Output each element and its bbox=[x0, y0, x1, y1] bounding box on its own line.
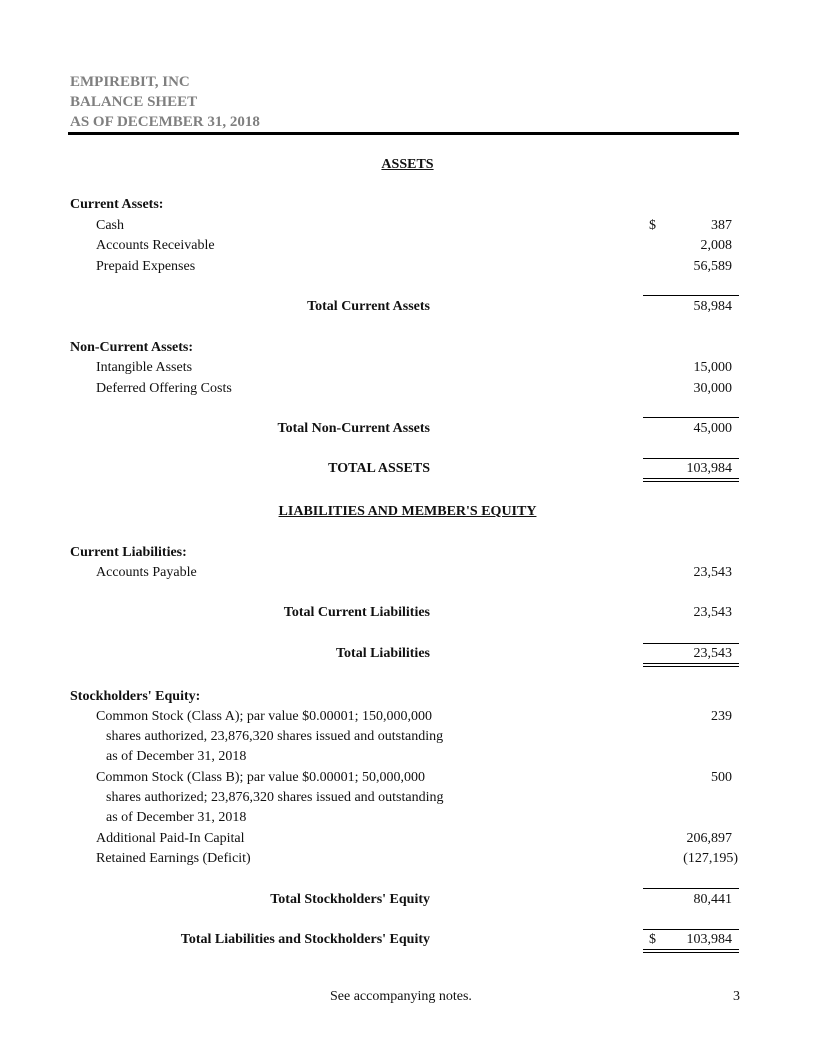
subtotal-rule bbox=[643, 888, 739, 889]
total-current-assets-value: 58,984 bbox=[693, 299, 732, 314]
total-liabilities-value: 23,543 bbox=[693, 646, 732, 661]
class-a-line-3: as of December 31, 2018 bbox=[106, 749, 247, 764]
liabilities-heading: LIABILITIES AND MEMBER'S EQUITY bbox=[278, 504, 537, 519]
total-assets-value: 103,984 bbox=[686, 461, 732, 476]
assets-heading: ASSETS bbox=[381, 157, 434, 172]
current-liabilities-label: Current Liabilities: bbox=[70, 545, 187, 560]
ap-value: 23,543 bbox=[693, 565, 732, 580]
class-b-line-2: shares authorized; 23,876,320 shares issued and outstanding bbox=[106, 790, 444, 805]
total-current-liabilities-value: 23,543 bbox=[693, 605, 732, 620]
company-name: EMPIREBIT, INC bbox=[70, 74, 190, 90]
double-underline bbox=[643, 949, 739, 953]
class-b-line-3: as of December 31, 2018 bbox=[106, 810, 247, 825]
subtotal-rule bbox=[643, 929, 739, 930]
total-noncurrent-assets-value: 45,000 bbox=[693, 421, 732, 436]
intangible-value: 15,000 bbox=[693, 360, 732, 375]
prepaid-value: 56,589 bbox=[693, 259, 732, 274]
footer-note: See accompanying notes. bbox=[330, 989, 472, 1004]
deferred-label: Deferred Offering Costs bbox=[96, 381, 232, 396]
total-equity-value: 80,441 bbox=[693, 892, 732, 907]
subtotal-rule bbox=[643, 458, 739, 459]
total-assets-label: TOTAL ASSETS bbox=[328, 461, 430, 476]
current-assets-label: Current Assets: bbox=[70, 197, 164, 212]
cash-value: 387 bbox=[711, 218, 732, 233]
document-date: AS OF DECEMBER 31, 2018 bbox=[70, 114, 260, 130]
double-underline bbox=[643, 478, 739, 482]
equity-label: Stockholders' Equity: bbox=[70, 689, 201, 704]
grand-total-label: Total Liabilities and Stockholders' Equity bbox=[180, 932, 430, 947]
document-title: BALANCE SHEET bbox=[70, 94, 198, 110]
noncurrent-assets-label: Non-Current Assets: bbox=[70, 340, 194, 355]
total-liabilities-label: Total Liabilities bbox=[335, 646, 430, 661]
prepaid-label: Prepaid Expenses bbox=[96, 259, 196, 274]
apic-label: Additional Paid-In Capital bbox=[96, 831, 245, 846]
ar-label: Accounts Receivable bbox=[96, 238, 215, 253]
subtotal-rule bbox=[643, 417, 739, 418]
total-noncurrent-assets-label: Total Non-Current Assets bbox=[277, 421, 430, 436]
total-equity-label: Total Stockholders' Equity bbox=[270, 892, 430, 907]
total-current-assets-label: Total Current Assets bbox=[307, 299, 430, 314]
intangible-label: Intangible Assets bbox=[96, 360, 193, 375]
currency-symbol: $ bbox=[649, 218, 656, 233]
class-b-value: 500 bbox=[711, 770, 732, 785]
grand-total-value: 103,984 bbox=[686, 932, 732, 947]
class-a-line-1: Common Stock (Class A); par value $0.00001; 150,000,000 bbox=[96, 709, 432, 724]
currency-symbol: $ bbox=[649, 932, 656, 947]
class-b-line-1: Common Stock (Class B); par value $0.00001; 50,000,000 bbox=[96, 770, 425, 785]
retained-label: Retained Earnings (Deficit) bbox=[96, 851, 251, 866]
cash-label: Cash bbox=[96, 218, 124, 233]
page-number: 3 bbox=[733, 989, 740, 1004]
header-rule bbox=[68, 132, 739, 135]
subtotal-rule bbox=[643, 643, 739, 644]
double-underline bbox=[643, 663, 739, 667]
subtotal-rule bbox=[643, 295, 739, 296]
ar-value: 2,008 bbox=[700, 238, 732, 253]
deferred-value: 30,000 bbox=[693, 381, 732, 396]
retained-value: (127,195) bbox=[683, 851, 738, 866]
apic-value: 206,897 bbox=[686, 831, 732, 846]
ap-label: Accounts Payable bbox=[96, 565, 197, 580]
class-a-line-2: shares authorized, 23,876,320 shares issued and outstanding bbox=[106, 729, 444, 744]
total-current-liabilities-label: Total Current Liabilities bbox=[283, 605, 430, 620]
class-a-value: 239 bbox=[711, 709, 732, 724]
